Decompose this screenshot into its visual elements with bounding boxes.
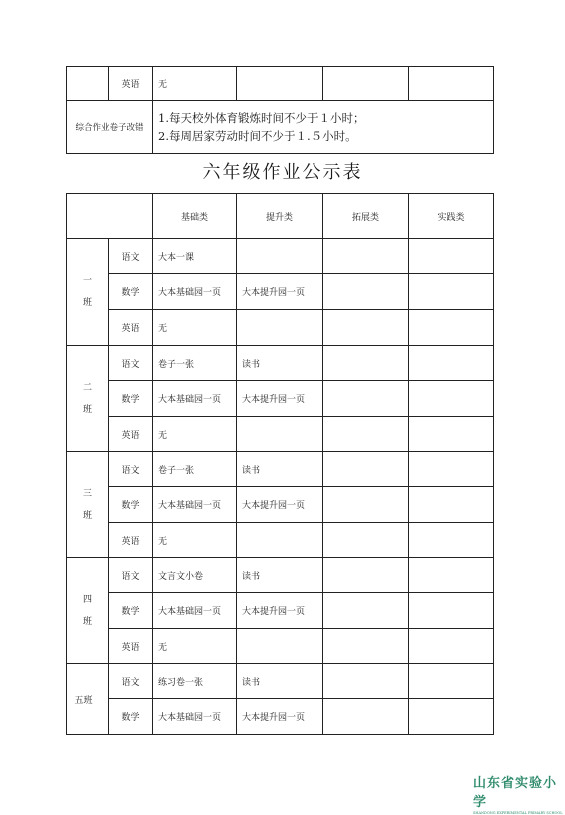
notes-cell [153,101,494,154]
improve-cell [237,239,323,274]
subject-cell: 英语 [109,629,153,664]
basic-cell: 无 [153,417,237,452]
expand-cell [323,664,409,699]
table-row [67,239,494,274]
homework-table [66,193,494,735]
improve-cell: 大本提升园一页 [237,487,323,523]
school-logo-cn: 山东省实验小学 [473,776,558,810]
basic-cell: 练习卷一张 [153,664,237,699]
improve-cell [237,417,323,452]
improve-cell: 读书 [237,664,323,699]
table-row [67,101,494,154]
practice-cell [409,67,494,101]
practice-cell [409,664,494,699]
improve-cell: 读书 [237,346,323,381]
practice-cell [409,558,494,593]
improve-cell [237,67,323,101]
subject-cell: 英语 [109,523,153,558]
table-row [67,523,494,558]
practice-cell [409,699,494,735]
expand-cell [323,452,409,487]
improve-cell: 大本提升园一页 [237,274,323,310]
subject-cell: 语文 [109,346,153,381]
expand-cell [323,346,409,381]
basic-cell: 卷子一张 [153,452,237,487]
table-row [67,67,494,101]
header-improve: 提升类 [237,194,323,239]
improve-cell [237,523,323,558]
class-label: 四 班 [67,558,109,664]
subject-cell: 数学 [109,274,153,310]
expand-cell [323,310,409,346]
page-title: 六年级作业公示表 [202,162,363,183]
header-row [67,194,494,239]
practice-cell [409,487,494,523]
subject-cell: 数学 [109,381,153,417]
subject-cell: 数学 [109,487,153,523]
table-row [67,274,494,310]
improve-cell: 大本提升园一页 [237,381,323,417]
table-row [67,417,494,452]
expand-cell [323,67,409,101]
previous-grade-table [66,66,494,154]
practice-cell [409,274,494,310]
table-row [67,487,494,523]
class-label: 二 班 [67,346,109,452]
improve-cell: 大本提升园一页 [237,699,323,735]
expand-cell [323,487,409,523]
school-logo [473,772,563,815]
practice-cell [409,310,494,346]
improve-cell: 读书 [237,452,323,487]
subject-cell: 语文 [109,558,153,593]
basic-cell: 大本基础园一页 [153,487,237,523]
class-label: 三 班 [67,452,109,558]
blank-cell [67,67,109,101]
practice-cell [409,523,494,558]
table-row [67,629,494,664]
basic-cell: 无 [153,310,237,346]
subject-cell: 语文 [109,239,153,274]
practice-cell [409,417,494,452]
practice-cell [409,346,494,381]
table-row [67,381,494,417]
table-row [67,699,494,735]
improve-cell [237,629,323,664]
expand-cell [323,274,409,310]
basic-cell: 大本基础园一页 [153,699,237,735]
subject-cell: 英语 [109,67,153,101]
basic-cell: 无 [153,523,237,558]
class-label: 五班 [67,664,109,735]
header-expand: 拓展类 [323,194,409,239]
practice-cell [409,593,494,629]
subject-cell: 英语 [109,310,153,346]
header-practice: 实践类 [409,194,494,239]
corner-cell [67,194,153,239]
expand-cell [323,558,409,593]
expand-cell [323,239,409,274]
basic-cell: 无 [153,67,237,101]
subject-cell: 英语 [109,417,153,452]
table-row [67,664,494,699]
table-row [67,310,494,346]
note-line: 1.每天校外体育锻炼时间不少于１小时； [158,111,365,125]
improve-cell [237,310,323,346]
table-row [67,593,494,629]
class-label: 一 班 [67,239,109,346]
practice-cell [409,629,494,664]
improve-cell: 读书 [237,558,323,593]
expand-cell [323,699,409,735]
school-logo-en: SHANDONG EXPERIMENTAL PRIMARY SCHOOL [473,811,563,815]
table-row [67,346,494,381]
correction-label: 综合作业卷子改错 [67,101,153,154]
basic-cell: 文言文小卷 [153,558,237,593]
expand-cell [323,629,409,664]
expand-cell [323,417,409,452]
table-row [67,452,494,487]
note-line: 2.每周居家劳动时间不少于１.５小时。 [158,129,357,143]
basic-cell: 大本基础园一页 [153,274,237,310]
practice-cell [409,381,494,417]
subject-cell: 语文 [109,664,153,699]
practice-cell [409,452,494,487]
expand-cell [323,381,409,417]
subject-cell: 数学 [109,699,153,735]
basic-cell: 无 [153,629,237,664]
improve-cell: 大本提升园一页 [237,593,323,629]
table-row [67,558,494,593]
basic-cell: 大本基础园一页 [153,593,237,629]
practice-cell [409,239,494,274]
expand-cell [323,593,409,629]
basic-cell: 大本基础园一页 [153,381,237,417]
basic-cell: 大本一课 [153,239,237,274]
subject-cell: 数学 [109,593,153,629]
subject-cell: 语文 [109,452,153,487]
expand-cell [323,523,409,558]
header-basic: 基础类 [153,194,237,239]
basic-cell: 卷子一张 [153,346,237,381]
